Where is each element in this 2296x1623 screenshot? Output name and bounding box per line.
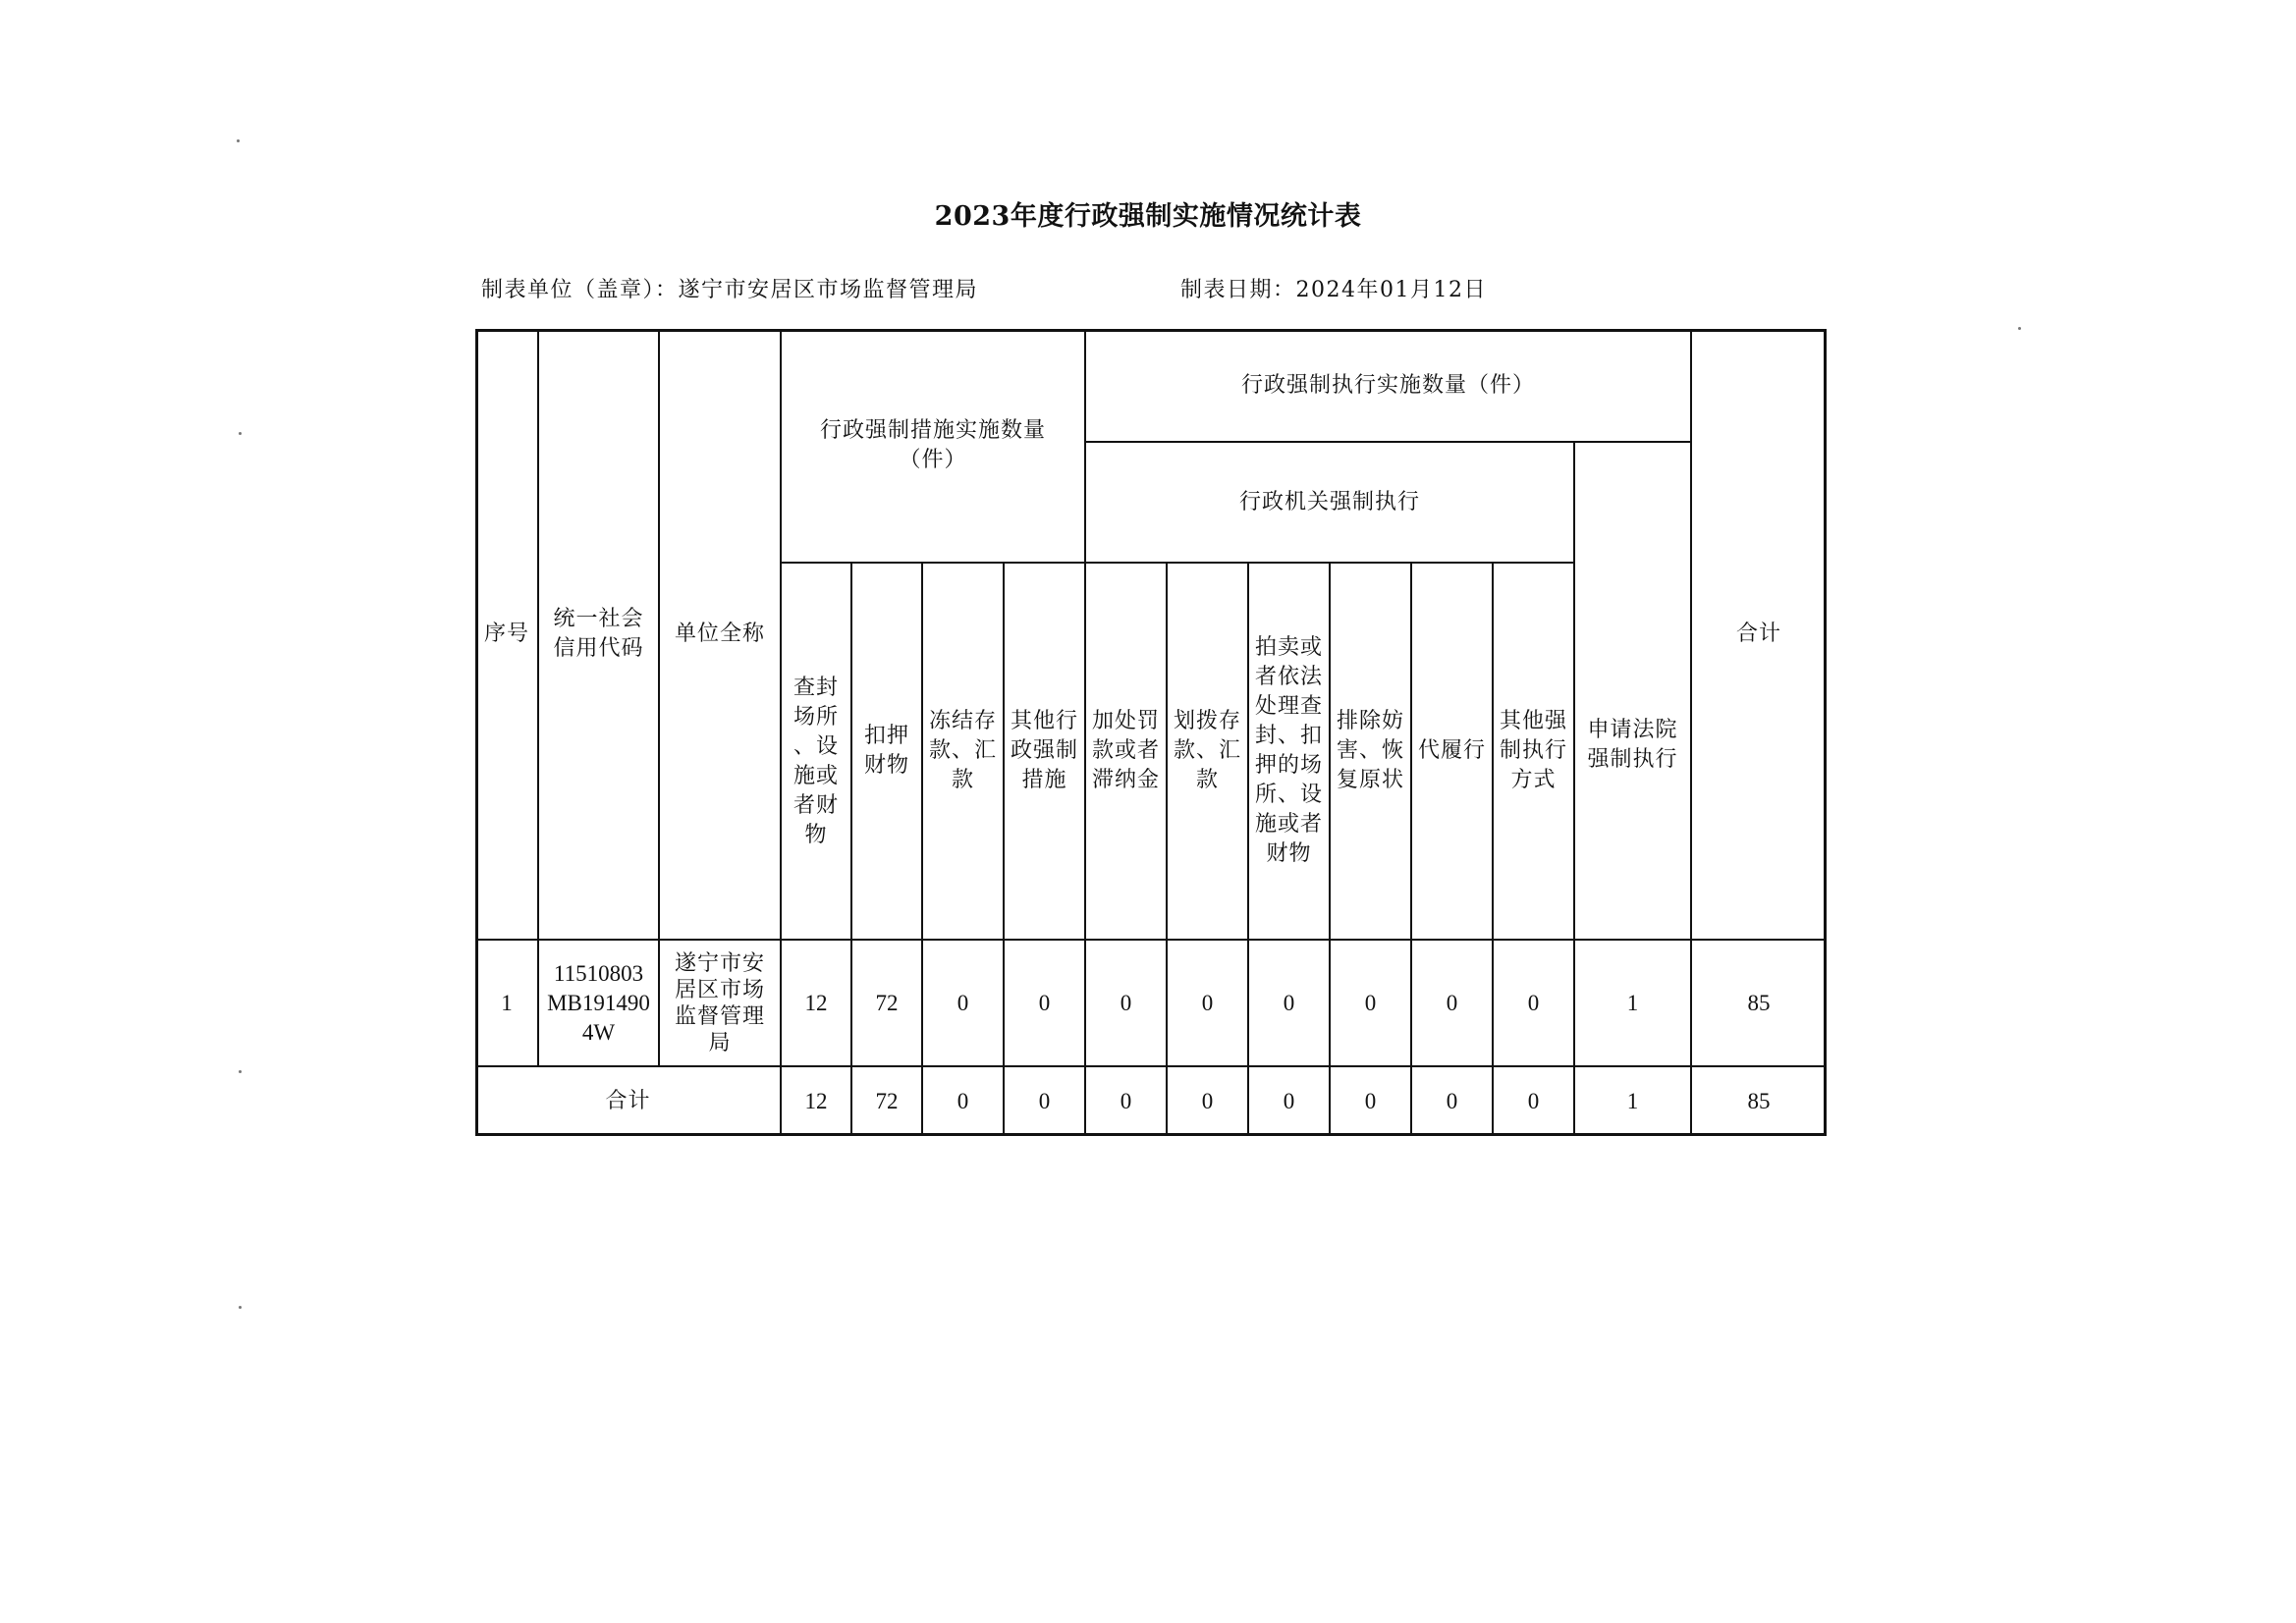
header-credit-code-line: 统一社会 [553, 607, 644, 631]
total-value-cell: 72 [875, 1088, 899, 1113]
header-credit-code [538, 329, 659, 940]
header-text-line: 冻结存 [928, 709, 997, 733]
header-text-line: 封、扣 [1254, 724, 1323, 748]
header-text-line: 者依法 [1254, 665, 1323, 689]
header-text-line: 款或者 [1091, 738, 1160, 763]
header-execution-group: 行政强制执行实施数量（件） [1240, 372, 1535, 398]
row-seq: 1 [501, 990, 513, 1015]
header-text-line: 场所 [793, 705, 839, 730]
header-text-line: 复原状 [1336, 768, 1404, 792]
header-court-execution-line: 申请法院 [1587, 717, 1678, 742]
row-value-cell: 12 [804, 990, 828, 1015]
header-measures-group [781, 329, 1085, 563]
header-text-line: 害、恢 [1336, 738, 1404, 763]
header-text-line: 者财 [793, 793, 839, 818]
header-substitute-performance [1411, 563, 1493, 940]
row-value-cell: 0 [1201, 990, 1214, 1015]
row-credit-code-line: 4W [581, 1019, 616, 1045]
total-value-cell: 0 [1038, 1088, 1051, 1113]
header-text-line: 滞纳金 [1091, 768, 1160, 792]
statistics-table [475, 329, 1827, 1136]
row-unit-name-line: 居区市场 [674, 977, 765, 1002]
header-text-line: 划拨存 [1173, 709, 1241, 733]
row-unit-name-line: 监督管理 [674, 1003, 765, 1029]
header-text-line: 款、汇 [928, 738, 997, 763]
row-total-cell: 85 [1747, 990, 1771, 1015]
header-text-line: 排除妨 [1336, 709, 1404, 733]
row-value-cell: 0 [1120, 990, 1132, 1015]
header-text-line: 其他行 [1010, 709, 1078, 733]
header-late-fee [1085, 563, 1167, 940]
header-text-line: 款、汇 [1173, 738, 1241, 763]
header-text-line: 款 [951, 768, 974, 792]
header-text-line: 扣押 [863, 724, 909, 748]
row-credit-code [538, 940, 659, 1066]
header-court-execution-line: 强制执行 [1587, 746, 1678, 772]
scan-speck [239, 1070, 242, 1073]
header-text-line: 措施 [1021, 768, 1067, 792]
scan-speck [2018, 327, 2021, 330]
header-text-line: 款 [1195, 768, 1219, 792]
total-value-cell: 12 [804, 1088, 828, 1113]
header-remove-obstruction [1330, 563, 1411, 940]
row-value-cell: 0 [1038, 990, 1051, 1015]
total-value-cell: 0 [1446, 1088, 1458, 1113]
header-text-line: 查封 [793, 676, 839, 700]
header-unit-name: 单位全称 [674, 622, 765, 646]
header-total: 合计 [1735, 622, 1781, 646]
header-text-line: 其他强 [1499, 709, 1567, 733]
header-other-measures [1004, 563, 1085, 940]
header-text-line: 拍卖或 [1254, 635, 1323, 660]
row-value-cell: 1 [1626, 990, 1639, 1015]
row-value-cell: 72 [875, 990, 899, 1015]
total-value-cell: 0 [1120, 1088, 1132, 1113]
total-row-label: 合计 [605, 1088, 651, 1113]
total-value-cell: 0 [1283, 1088, 1295, 1113]
header-text-line: 所、设 [1254, 783, 1323, 807]
header-seize-property [851, 563, 922, 940]
grand-total-cell: 85 [1747, 1088, 1771, 1113]
row-unit-name [659, 940, 781, 1066]
header-seal-places [781, 563, 851, 940]
total-value-cell: 0 [1364, 1088, 1377, 1113]
header-text-line: 政强制 [1010, 738, 1078, 763]
header-text-line: 施或 [793, 764, 839, 788]
row-value-cell: 0 [957, 990, 969, 1015]
header-text-line: 代履行 [1417, 738, 1486, 763]
header-freeze-deposits [922, 563, 1004, 940]
total-value-cell: 0 [1201, 1088, 1214, 1113]
header-text-line: 财物 [863, 753, 909, 778]
document-title: 2023年度行政强制实施情况统计表 [934, 201, 1362, 232]
row-value-cell: 0 [1283, 990, 1295, 1015]
row-credit-code-line: MB191490 [547, 990, 650, 1015]
prepared-date-label: 制表日期：2024年01月12日 [1180, 278, 1487, 302]
row-value-cell: 0 [1527, 990, 1540, 1015]
total-value-cell: 0 [1527, 1088, 1540, 1113]
header-court-execution [1574, 442, 1691, 940]
header-seq: 序号 [483, 622, 529, 646]
prepared-by-label: 制表单位（盖章）：遂宁市安居区市场监督管理局 [481, 278, 979, 302]
header-text-line: 加处罚 [1091, 709, 1160, 733]
row-value-cell: 0 [1446, 990, 1458, 1015]
header-measures-group-line: 行政强制措施实施数量 [819, 418, 1046, 443]
header-text-line: 物 [804, 823, 828, 847]
header-text-line: 财物 [1266, 841, 1312, 866]
header-agency-execution: 行政机关强制执行 [1238, 489, 1420, 514]
header-credit-code-line: 信用代码 [553, 636, 644, 661]
header-text-line: 方式 [1510, 768, 1557, 792]
scan-speck [239, 432, 242, 435]
total-value-cell: 1 [1626, 1088, 1639, 1113]
total-value-cell: 0 [957, 1088, 969, 1113]
scan-speck [237, 139, 240, 142]
row-value-cell: 0 [1364, 990, 1377, 1015]
row-unit-name-line: 局 [708, 1030, 732, 1055]
header-text-line: 处理查 [1254, 694, 1323, 719]
header-measures-group-line: （件） [899, 448, 967, 472]
header-text-line: 押的场 [1254, 753, 1323, 778]
scan-speck [239, 1306, 242, 1309]
header-text-line: 制执行 [1499, 738, 1567, 763]
header-text-line: 、设 [793, 734, 839, 759]
header-text-line: 施或者 [1254, 812, 1323, 837]
row-credit-code-line: 11510803 [553, 960, 644, 986]
header-other-execution [1493, 563, 1574, 940]
header-transfer-deposits [1167, 563, 1248, 940]
header-auction [1248, 563, 1330, 940]
row-unit-name-line: 遂宁市安 [674, 950, 765, 976]
